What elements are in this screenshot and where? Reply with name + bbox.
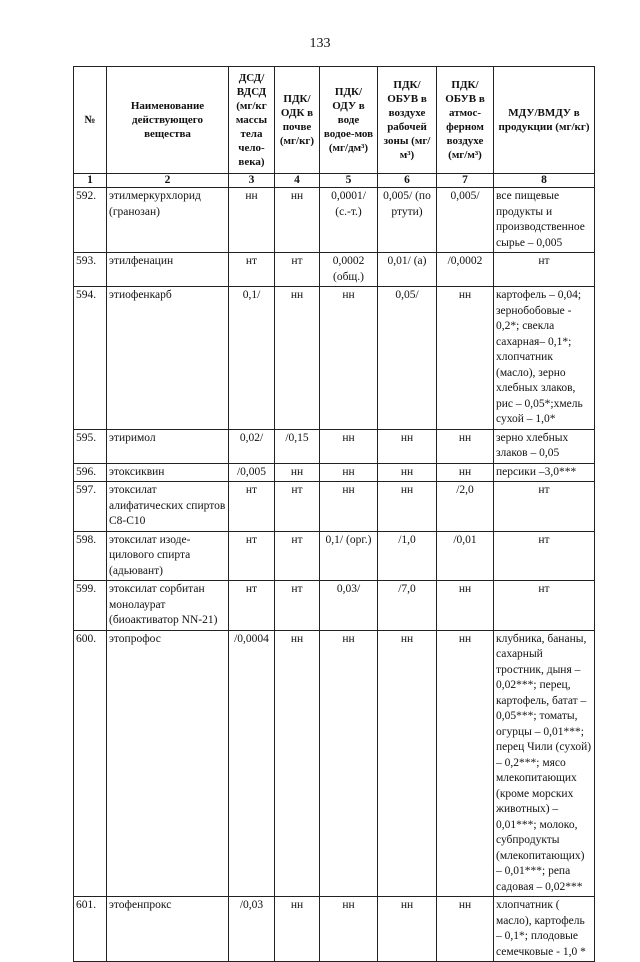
mdu-value: нт: [494, 581, 595, 631]
pdk-atm-value: /2,0: [437, 482, 494, 532]
dsd-value: 0,02/: [229, 429, 275, 463]
substance-name: этофенпрокс: [107, 897, 229, 962]
pdk-work-value: нн: [378, 897, 437, 962]
pdk-work-value: нн: [378, 630, 437, 897]
mdu-value: зерно хлебных злаков – 0,05: [494, 429, 595, 463]
page-number: 133: [309, 36, 331, 51]
dsd-value: нт: [229, 531, 275, 581]
pdk-atm-value: нн: [437, 463, 494, 482]
row-number: 600.: [74, 630, 107, 897]
pdk-atm-value: нн: [437, 429, 494, 463]
row-number: 601.: [74, 897, 107, 962]
header-mdu: МДУ/ВМДУ в продукции (мг/кг): [494, 67, 595, 174]
dsd-value: нн: [229, 188, 275, 253]
pdk-atm-value: нн: [437, 581, 494, 631]
header-num: №: [74, 67, 107, 174]
row-number: 593.: [74, 253, 107, 287]
mdu-value: все пищевые продукты и производственное сырье – 0,005: [494, 188, 595, 253]
col-number: 6: [378, 174, 437, 188]
mdu-value: хлопчатник ( масло), картофель – 0,1*; плодовые семечковые - 1,0 *: [494, 897, 595, 962]
col-number: 2: [107, 174, 229, 188]
pdk-work-value: 0,005/ (по ртути): [378, 188, 437, 253]
col-number: 4: [275, 174, 320, 188]
dsd-value: 0,1/: [229, 287, 275, 430]
pdk-atm-value: нн: [437, 630, 494, 897]
row-number: 599.: [74, 581, 107, 631]
pdk-atm-value: нн: [437, 897, 494, 962]
pdk-water-value: 0,1/ (орг.): [320, 531, 378, 581]
table-row: [74, 897, 595, 962]
pdk-soil-value: нт: [275, 581, 320, 631]
row-number: 595.: [74, 429, 107, 463]
substance-name: этоксилат алифатических спиртов C8-C10: [107, 482, 229, 532]
pdk-water-value: нн: [320, 482, 378, 532]
header-row: [74, 67, 595, 174]
table-row: [74, 188, 595, 253]
row-number: 598.: [74, 531, 107, 581]
header-substance: Наименование действующего вещества: [107, 67, 229, 174]
pdk-water-value: нн: [320, 897, 378, 962]
table-row: [74, 581, 595, 631]
pdk-soil-value: нн: [275, 897, 320, 962]
mdu-value: нт: [494, 253, 595, 287]
col-number: 7: [437, 174, 494, 188]
pdk-water-value: нн: [320, 463, 378, 482]
mdu-value: нт: [494, 531, 595, 581]
pdk-work-value: /1,0: [378, 531, 437, 581]
header-pdk-atm: ПДК/ ОБУВ в атмос-ферном воздухе (мг/м³): [437, 67, 494, 174]
pdk-soil-value: нн: [275, 463, 320, 482]
dsd-value: нт: [229, 253, 275, 287]
pdk-work-value: нн: [378, 429, 437, 463]
dsd-value: /0,03: [229, 897, 275, 962]
pdk-water-value: нн: [320, 630, 378, 897]
pdk-water-value: 0,03/: [320, 581, 378, 631]
dsd-value: нт: [229, 482, 275, 532]
pdk-soil-value: нн: [275, 630, 320, 897]
pdk-work-value: 0,01/ (а): [378, 253, 437, 287]
table-row: [74, 482, 595, 532]
substance-name: этоксилат изоде-цилового спирта (адьювант): [107, 531, 229, 581]
pdk-soil-value: /0,15: [275, 429, 320, 463]
dsd-value: /0,005: [229, 463, 275, 482]
row-number: 597.: [74, 482, 107, 532]
dsd-value: /0,0004: [229, 630, 275, 897]
pdk-work-value: 0,05/: [378, 287, 437, 430]
pdk-soil-value: нн: [275, 287, 320, 430]
mdu-value: картофель – 0,04; зернобобовые - 0,2*; свекла сахарная– 0,1*; хлопчатник (масло), зерно хлебных злаков, рис – 0,05*;хмель сухой – 1,0*: [494, 287, 595, 430]
col-number: 1: [74, 174, 107, 188]
substance-name: этиримол: [107, 429, 229, 463]
pdk-work-value: нн: [378, 482, 437, 532]
mdu-value: персики –3,0***: [494, 463, 595, 482]
pdk-soil-value: нт: [275, 531, 320, 581]
col-number: 5: [320, 174, 378, 188]
row-number: 596.: [74, 463, 107, 482]
table-row: [74, 429, 595, 463]
row-number: 592.: [74, 188, 107, 253]
substance-name: этилмеркурхлорид (гранозан): [107, 188, 229, 253]
header-pdk-work: ПДК/ ОБУВ в воздухе рабочей зоны (мг/м³): [378, 67, 437, 174]
pdk-atm-value: нн: [437, 287, 494, 430]
pesticide-table: [73, 66, 595, 962]
pdk-soil-value: нт: [275, 482, 320, 532]
mdu-value: клубника, бананы, сахарный тростник, дыня – 0,02***; перец, картофель, батат – 0,05***; томаты, огурцы – 0,01***; перец Чили (сухой) – 0,2***; мясо млекопитающих (кроме морских животных) – 0,01***; молоко, субпродукты (млекопитающих) – 0,01***; репа садовая – 0,02***: [494, 630, 595, 897]
table-row: [74, 630, 595, 897]
mdu-value: нт: [494, 482, 595, 532]
column-number-row: [74, 174, 595, 188]
table-row: [74, 253, 595, 287]
substance-name: этиофенкарб: [107, 287, 229, 430]
pdk-atm-value: /0,01: [437, 531, 494, 581]
pdk-atm-value: 0,005/: [437, 188, 494, 253]
pdk-water-value: 0,0001/ (с.-т.): [320, 188, 378, 253]
pdk-atm-value: /0,0002: [437, 253, 494, 287]
header-dsd: ДСД/ ВДСД (мг/кг массы тела чело-века): [229, 67, 275, 174]
table-row: [74, 531, 595, 581]
pdk-soil-value: нт: [275, 253, 320, 287]
col-number: 8: [494, 174, 595, 188]
substance-name: этоксиквин: [107, 463, 229, 482]
pdk-work-value: /7,0: [378, 581, 437, 631]
dsd-value: нт: [229, 581, 275, 631]
pdk-work-value: нн: [378, 463, 437, 482]
col-number: 3: [229, 174, 275, 188]
row-number: 594.: [74, 287, 107, 430]
substance-name: этопрофос: [107, 630, 229, 897]
pdk-water-value: 0,0002 (общ.): [320, 253, 378, 287]
table-row: [74, 463, 595, 482]
pdk-soil-value: нн: [275, 188, 320, 253]
header-pdk-water: ПДК/ ОДУ в воде водое-мов (мг/дм³): [320, 67, 378, 174]
substance-name: этоксилат сорбитан монолаурат (биоактиватор NN-21): [107, 581, 229, 631]
pdk-water-value: нн: [320, 287, 378, 430]
table-row: [74, 287, 595, 430]
pdk-water-value: нн: [320, 429, 378, 463]
substance-name: этилфенацин: [107, 253, 229, 287]
header-pdk-soil: ПДК/ ОДК в почве (мг/кг): [275, 67, 320, 174]
